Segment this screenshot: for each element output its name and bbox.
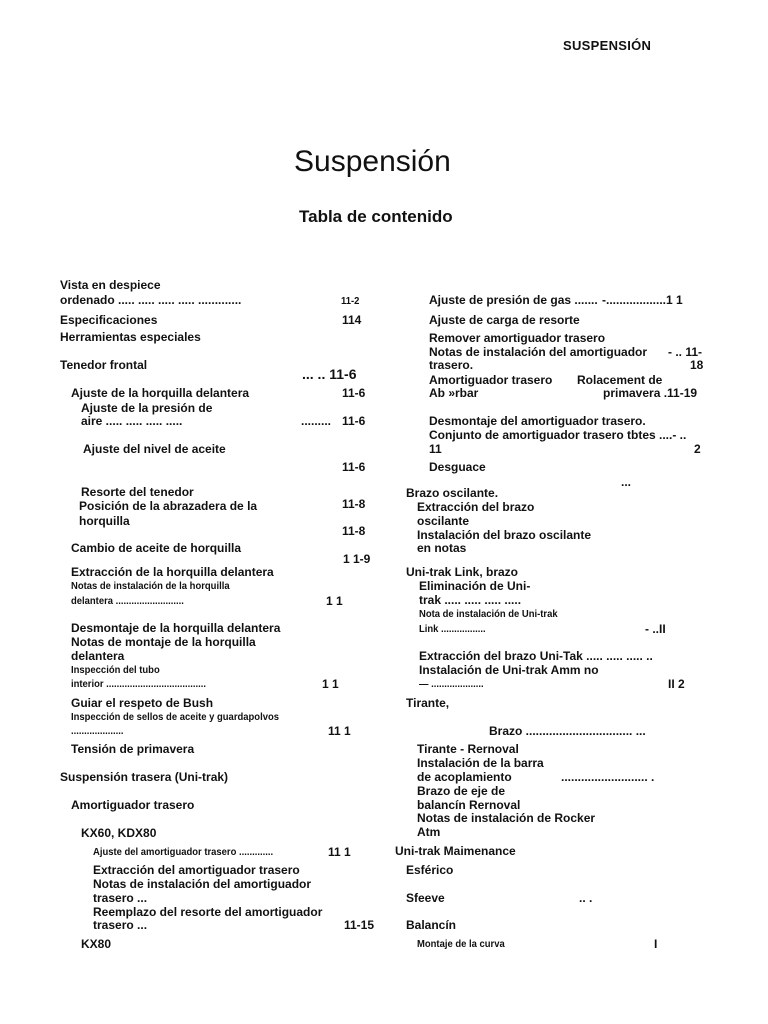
- toc-entry: Guiar el respeto de Bush: [71, 696, 214, 710]
- toc-entry: Tirante - Rernoval: [417, 742, 519, 756]
- toc-entry: Ajuste de la horquilla delantera: [71, 386, 250, 400]
- toc-entry: trak ..... ..... ..... .....: [419, 593, 522, 607]
- toc-entry: KX80: [81, 937, 112, 951]
- toc-entry: Eliminación de Uni-: [419, 579, 531, 593]
- toc-entry: Nota de instalación de Uni-trak: [419, 608, 558, 620]
- toc-page-number: 11-8: [342, 524, 366, 538]
- toc-leader: .........: [301, 414, 332, 428]
- toc-page-number: 1 1: [326, 594, 343, 608]
- toc-page-number: 114: [342, 313, 362, 327]
- toc-entry: Brazo de eje de: [417, 784, 506, 798]
- toc-entry: Tirante,: [406, 696, 450, 710]
- toc-entry: Balancín: [406, 918, 457, 932]
- toc-page-number: 11-6: [342, 460, 366, 474]
- toc-entry: Esférico: [406, 863, 454, 877]
- toc-entry: Brazo oscilante.: [406, 486, 499, 500]
- toc-entry: Notas de instalación del amortiguador: [429, 345, 648, 359]
- toc-entry: ordenado ..... ..... ..... ..... .............: [60, 293, 242, 307]
- toc-leader: ....................: [71, 725, 124, 737]
- toc-entry: Notas de montaje de la horquilla: [71, 635, 256, 649]
- toc-entry: Conjunto de amortiguador trasero tbtes ....- ..: [429, 428, 687, 442]
- toc-entry: Uni-trak Link, brazo: [406, 565, 519, 579]
- toc-entry: aire ..... ..... ..... .....: [81, 414, 183, 428]
- toc-entry: Sfeeve: [406, 891, 445, 905]
- toc-entry: interior ......................................: [71, 678, 206, 690]
- running-header: SUSPENSIÓN: [563, 38, 652, 53]
- toc-entry: Ajuste del nivel de aceite: [83, 442, 226, 456]
- toc-entry: Ajuste de carga de resorte: [429, 313, 580, 327]
- toc-entry: Suspensión trasera (Uni-trak): [60, 770, 229, 784]
- toc-entry: Ab »rbar: [429, 386, 479, 400]
- toc-page-number: 2: [694, 442, 701, 456]
- toc-entry: Notas de instalación de la horquilla: [71, 580, 230, 592]
- toc-page-number: 11-6: [342, 386, 366, 400]
- toc-page-number: - .. 11-: [668, 345, 703, 359]
- toc-entry: Desguace: [429, 460, 486, 474]
- toc-entry: trasero ...: [93, 918, 148, 932]
- toc-entry: Atm: [417, 825, 441, 839]
- toc-entry: Extracción de la horquilla delantera: [71, 565, 274, 579]
- toc-entry: Remover amortiguador trasero: [429, 331, 606, 345]
- toc-entry: balancín Rernoval: [417, 798, 521, 812]
- toc-entry: Reemplazo del resorte del amortiguador: [93, 905, 323, 919]
- toc-entry: en notas: [417, 541, 467, 555]
- toc-entry: Uni-trak Maimenance: [395, 844, 516, 858]
- toc-entry: Notas de instalación de Rocker: [417, 811, 596, 825]
- toc-entry: Posición de la abrazadera de la: [79, 499, 258, 513]
- toc-entry: Instalación del brazo oscilante: [417, 528, 592, 542]
- toc-entry: trasero ...: [93, 891, 148, 905]
- toc-entry: Amortiguador trasero: [429, 373, 553, 387]
- toc-entry: Tenedor frontal: [60, 358, 148, 372]
- toc-entry: Inspección del tubo: [71, 664, 160, 676]
- toc-entry: Resorte del tenedor: [81, 485, 194, 499]
- toc-entry: Vista en despiece: [60, 278, 161, 292]
- toc-page-number: 1 1: [322, 677, 339, 691]
- toc-entry: delantera: [71, 649, 125, 663]
- toc-entry: delantera ..........................: [71, 595, 184, 607]
- toc-page-number: 1 1-9: [343, 552, 371, 566]
- toc-page-number: 11-2: [341, 295, 360, 307]
- toc-page-number: ... .. 11-6: [302, 366, 357, 382]
- toc-page-number: II 2: [668, 677, 685, 691]
- toc-entry: Instalación de la barra: [417, 756, 544, 770]
- toc-entry: Notas de instalación del amortiguador: [93, 877, 312, 891]
- toc-page-number: 11: [429, 442, 442, 456]
- toc-page-number: 11 1: [328, 845, 351, 859]
- toc-page-number: 11-6: [342, 414, 366, 428]
- toc-entry: Especificaciones: [60, 313, 158, 327]
- toc-entry: Ajuste de la presión de: [81, 401, 213, 415]
- toc-page-number: 18: [690, 358, 704, 372]
- toc-entry: Montaje de la curva: [417, 938, 505, 950]
- toc-leader: .......................... .: [561, 770, 655, 784]
- toc-entry: Ajuste de presión de gas .......: [429, 293, 598, 307]
- toc-leader: — ....................: [419, 678, 484, 690]
- toc-entry: Tensión de primavera: [71, 742, 195, 756]
- toc-page-number: 11-15: [344, 918, 375, 932]
- toc-entry: Desmontaje del amortiguador trasero.: [429, 414, 646, 428]
- toc-page-number: -..................1 1: [602, 293, 683, 307]
- toc-entry: oscilante: [417, 514, 470, 528]
- toc-entry: Rolacement de: [577, 373, 663, 387]
- toc-entry: Desmontaje de la horquilla delantera: [71, 621, 281, 635]
- toc-entry: Brazo ................................ ...: [489, 724, 646, 738]
- toc-entry: trasero.: [429, 358, 474, 372]
- toc-page-number: 11-8: [342, 497, 366, 511]
- toc-entry: de acoplamiento: [417, 770, 512, 784]
- toc-page-number: primavera .11-19: [603, 386, 698, 400]
- toc-entry: Cambio de aceite de horquilla: [71, 541, 242, 555]
- toc-heading: Tabla de contenido: [299, 207, 453, 226]
- toc-entry: Ajuste del amortiguador trasero .............: [93, 846, 274, 858]
- toc-entry: Instalación de Uni-trak Amm no: [419, 663, 599, 677]
- toc-entry: Extracción del amortiguador trasero: [93, 863, 300, 877]
- toc-page-number: 11 1: [328, 724, 351, 738]
- page-title: Suspensión: [294, 145, 451, 178]
- toc-leader: .. .: [579, 891, 593, 905]
- toc-page-number: I: [654, 937, 658, 951]
- toc-entry: Link .................: [419, 623, 486, 635]
- toc-entry: horquilla: [79, 514, 130, 528]
- toc-entry: Herramientas especiales: [60, 330, 201, 344]
- toc-entry: Extracción del brazo Uni-Tak ..... ..... ..... ..: [419, 649, 653, 663]
- toc-leader: ...: [621, 475, 632, 489]
- toc-page-number: - ..II: [645, 622, 666, 636]
- toc-entry: Amortiguador trasero: [71, 798, 195, 812]
- toc-entry: KX60, KDX80: [81, 826, 157, 840]
- toc-entry: Extracción del brazo: [417, 500, 535, 514]
- toc-entry: Inspección de sellos de aceite y guardapolvos: [71, 711, 279, 723]
